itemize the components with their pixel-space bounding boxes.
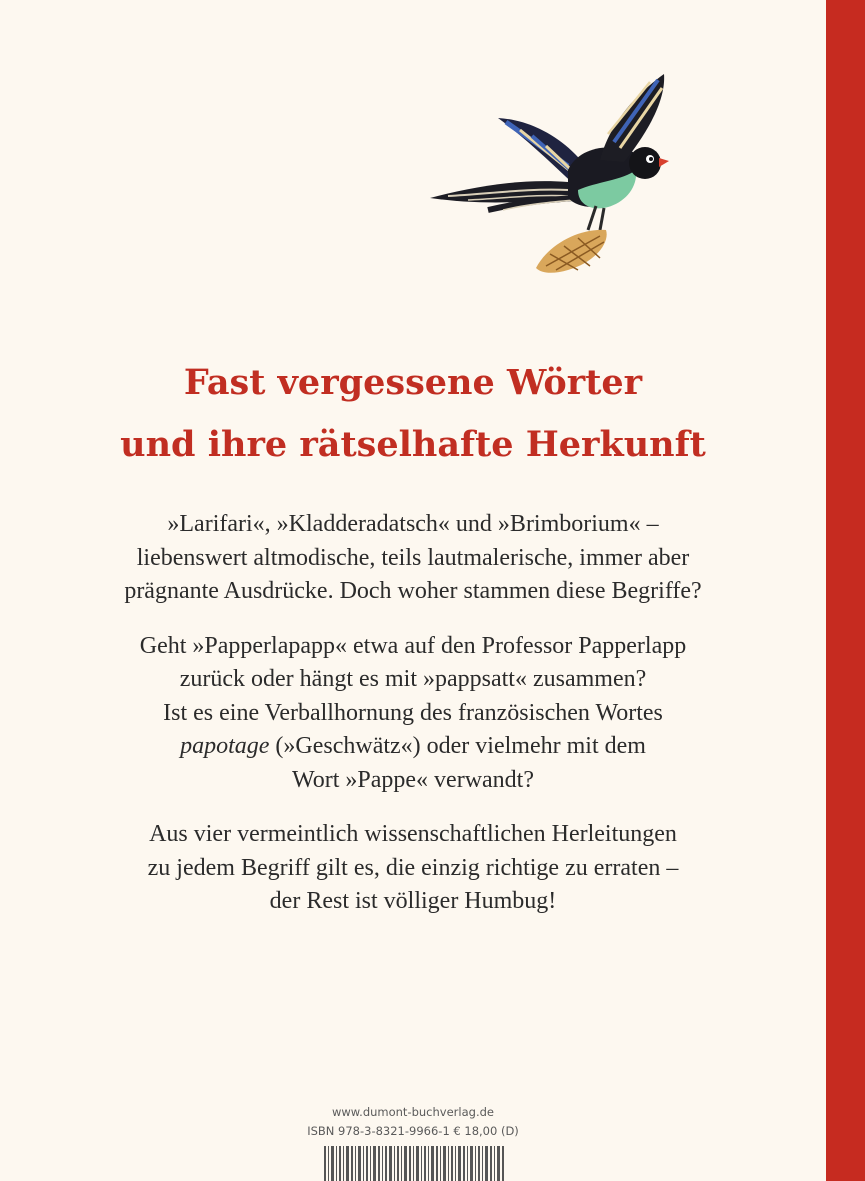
blurb-line: zurück oder hängt es mit »pappsatt« zusammen? [179, 666, 647, 692]
publisher-footer [0, 1103, 826, 1141]
blurb-line: Aus vier vermeintlich wissenschaftlichen Herleitungen [149, 821, 677, 847]
red-spine-stripe [826, 0, 865, 1181]
headline-line-1: Fast vergessene Wörter [183, 362, 643, 403]
blurb-line: Wort »Pappe« verwandt? [292, 766, 534, 793]
blurb-paragraph-2 [0, 630, 826, 798]
blurb-paragraph-3 [0, 818, 826, 919]
headline-line-2: und ihre rätselhafte Herkunft [120, 424, 706, 465]
italic-term: papotage [180, 733, 270, 759]
blurb-line: »Larifari«, »Kladderadatsch« und »Brimborium« – [167, 511, 659, 537]
magpie-bird-icon [428, 70, 673, 280]
blurb-line: zu jedem Begriff gilt es, die einzig richtige zu erraten – [147, 854, 679, 881]
barcode-icon [324, 1146, 504, 1181]
blurb-line: liebenswert altmodische, teils lautmalerische, immer aber [136, 544, 690, 571]
blurb-text [0, 508, 826, 940]
blurb-line: der Rest ist völliger Humbug! [269, 888, 557, 914]
blurb-line: Geht »Papperlapapp« etwa auf den Professor Papperlapp [139, 632, 687, 659]
blurb-paragraph-1 [0, 508, 826, 609]
isbn-price: ISBN 978-3-8321-9966-1 € 18,00 (D) [307, 1124, 519, 1138]
blurb-line-rest: (»Geschwätz«) oder vielmehr mit dem [269, 733, 646, 759]
blurb-line: prägnante Ausdrücke. Doch woher stammen diese Begriffe? [124, 578, 702, 604]
blurb-line [0, 730, 826, 764]
headline [0, 352, 826, 476]
blurb-line: Ist es eine Verballhornung des französischen Wortes [163, 699, 663, 726]
publisher-website: www.dumont-buchverlag.de [332, 1105, 494, 1119]
